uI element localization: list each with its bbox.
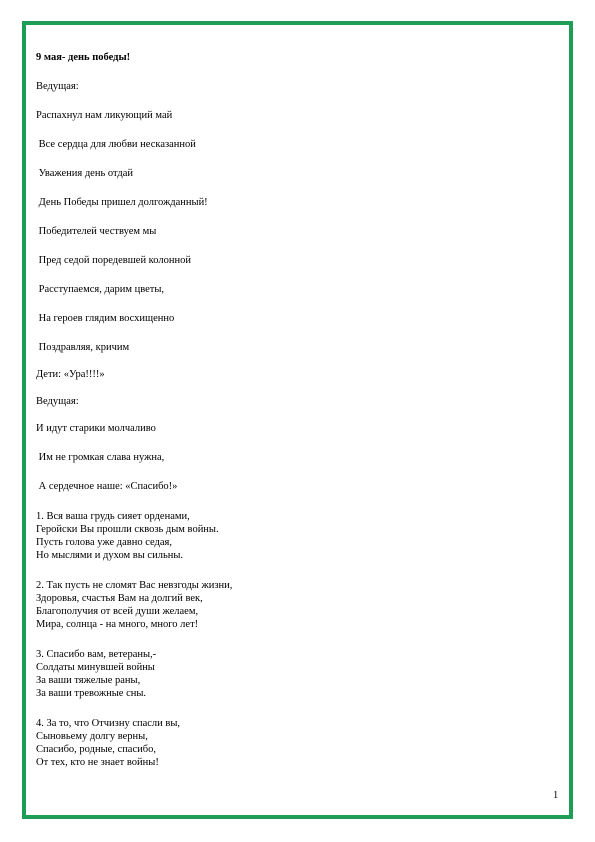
intro-line: Победителей чествуем мы	[36, 226, 157, 237]
intro-line: Поздравляя, кричим	[36, 342, 130, 353]
intro-line-speaker: Ведущая:	[36, 81, 79, 92]
poem-stanza-1	[36, 510, 536, 562]
intro-line: Распахнул нам ликующий май	[36, 110, 173, 121]
stanza-line: Спасибо, родные, спасибо,	[36, 744, 156, 755]
intro-line: А сердечное наше: «Спасибо!»	[36, 481, 178, 492]
intro-line-children: Дети: «Ура!!!!»	[36, 369, 105, 380]
intro-line: На героев глядим восхищенно	[36, 313, 175, 324]
intro-line: Все сердца для любви несказанной	[36, 139, 196, 150]
page-number: 1	[553, 790, 559, 801]
stanza-line: 4. За то, что Отчизну спасли вы,	[36, 718, 181, 729]
intro-line: Расступаемся, дарим цветы,	[36, 284, 165, 295]
stanza-line: За ваши тяжелые раны,	[36, 675, 141, 686]
intro-line: Пред седой поредевшей колонной	[36, 255, 191, 266]
stanza-line: 1. Вся ваша грудь сияет орденами,	[36, 511, 190, 522]
intro-line: Им не громкая слава нужна,	[36, 452, 165, 463]
poem-stanza-2	[36, 579, 536, 631]
intro-line-speaker: Ведущая:	[36, 396, 79, 407]
intro-line: И идут старики молчаливо	[36, 423, 156, 434]
stanza-line: 2. Так пусть не сломят Вас невзгоды жизни,	[36, 580, 233, 591]
stanza-line: За ваши тревожные сны.	[36, 688, 147, 699]
intro-line: Уважения день отдай	[36, 168, 134, 179]
stanza-line: Геройски Вы прошли сквозь дым войны.	[36, 524, 219, 535]
document-body	[36, 51, 536, 769]
poem-stanza-4	[36, 717, 536, 769]
intro-line: День Победы пришел долгожданный!	[36, 197, 208, 208]
stanza-line: Солдаты минувшей войны	[36, 662, 155, 673]
stanza-line: 3. Спасибо вам, ветераны,-	[36, 649, 157, 660]
stanza-line: От тех, кто не знает войны!	[36, 757, 159, 768]
stanza-line: Сыновьему долгу верны,	[36, 731, 148, 742]
stanza-line: Здоровья, счастья Вам на долгий век,	[36, 593, 203, 604]
stanza-line: Пусть голова уже давно седая,	[36, 537, 172, 548]
document-title: 9 мая- день победы!	[36, 52, 131, 63]
stanza-line: Благополучия от всей души желаем,	[36, 606, 199, 617]
stanza-line: Мира, солнца - на много, много лет!	[36, 619, 199, 630]
poem-stanza-3	[36, 648, 536, 700]
stanza-line: Но мыслями и духом вы сильны.	[36, 550, 184, 561]
